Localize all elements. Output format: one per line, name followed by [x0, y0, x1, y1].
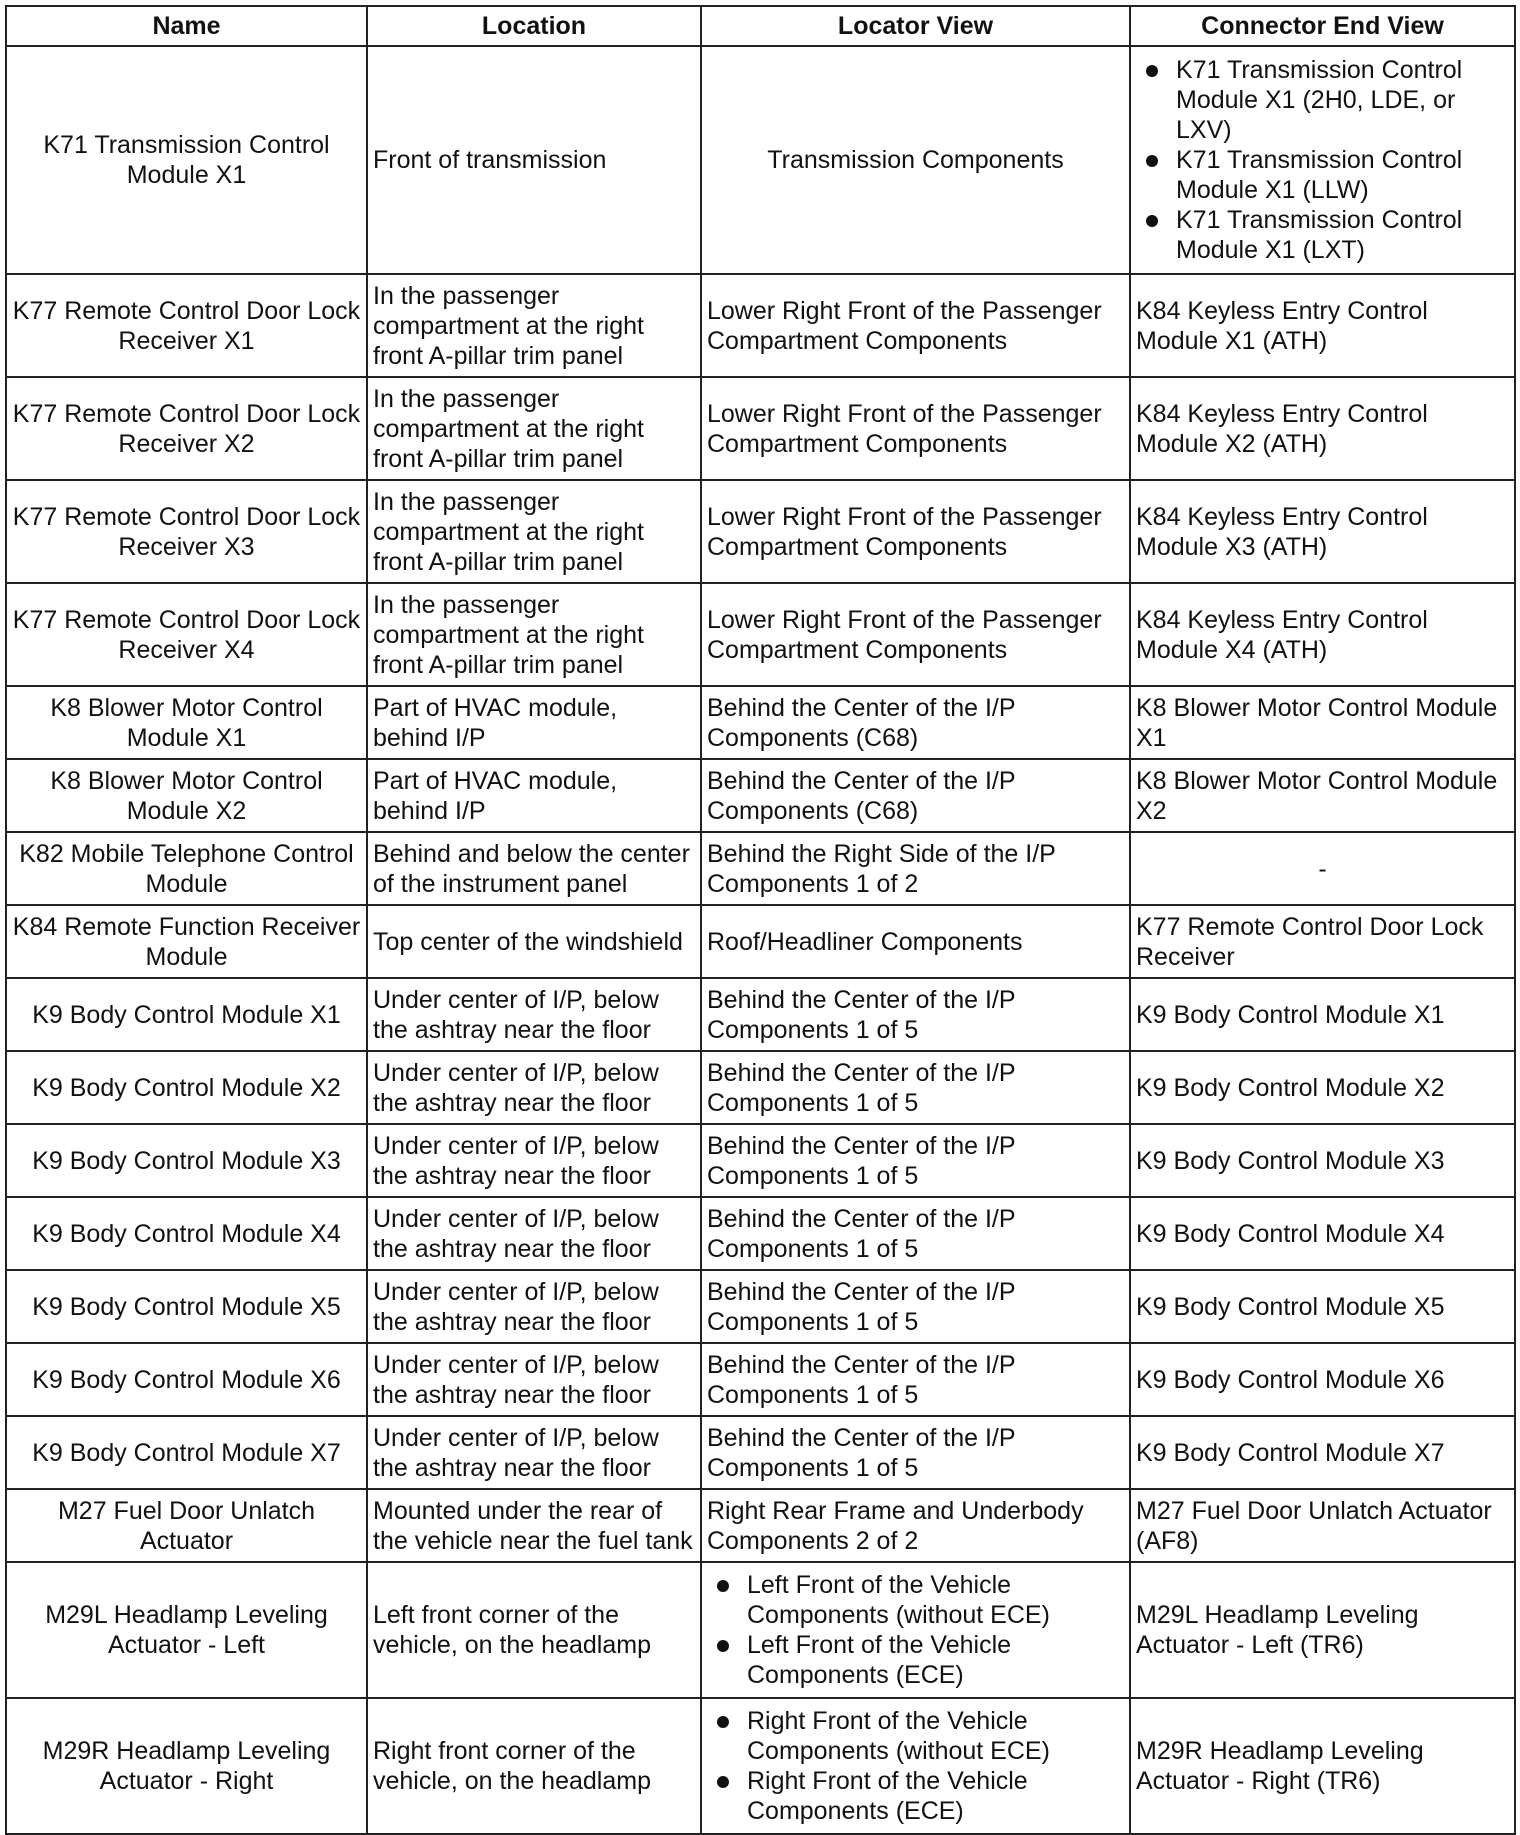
- cell-locator-view[interactable]: Behind the Center of the I/P Components (C68): [701, 759, 1130, 832]
- table-row: [6, 1197, 1515, 1270]
- cell-name: K77 Remote Control Door Lock Receiver X4: [6, 583, 367, 686]
- cell-name: K77 Remote Control Door Lock Receiver X2: [6, 377, 367, 480]
- cell-name: K82 Mobile Telephone Control Module: [6, 832, 367, 905]
- cell-locator-view[interactable]: Behind the Center of the I/P Components 1 of 5: [701, 1416, 1130, 1489]
- list-item[interactable]: Left Front of the Vehicle Components (ECE): [747, 1630, 1124, 1690]
- cell-name: M27 Fuel Door Unlatch Actuator: [6, 1489, 367, 1562]
- locator-list: [707, 1570, 1124, 1690]
- cell-location: In the passenger compartment at the right front A-pillar trim panel: [367, 583, 701, 686]
- table-row: [6, 46, 1515, 274]
- cell-name: K8 Blower Motor Control Module X2: [6, 759, 367, 832]
- cell-locator-view[interactable]: Right Rear Frame and Underbody Components 2 of 2: [701, 1489, 1130, 1562]
- cell-location: Right front corner of the vehicle, on the headlamp: [367, 1698, 701, 1834]
- table-row: [6, 1698, 1515, 1834]
- cell-location: Under center of I/P, below the ashtray near the floor: [367, 1124, 701, 1197]
- cell-name: M29R Headlamp Leveling Actuator - Right: [6, 1698, 367, 1834]
- table-row: [6, 1416, 1515, 1489]
- header-location: Location: [367, 6, 701, 46]
- locator-list: [707, 1706, 1124, 1826]
- cell-connector-end-view[interactable]: K9 Body Control Module X7: [1130, 1416, 1515, 1489]
- list-item[interactable]: Left Front of the Vehicle Components (without ECE): [747, 1570, 1124, 1630]
- cell-name: K8 Blower Motor Control Module X1: [6, 686, 367, 759]
- cell-locator-view: [701, 1698, 1130, 1834]
- cell-connector-end-view[interactable]: K9 Body Control Module X3: [1130, 1124, 1515, 1197]
- header-row: [6, 6, 1515, 46]
- cell-connector-end-view[interactable]: K9 Body Control Module X6: [1130, 1343, 1515, 1416]
- list-item[interactable]: Right Front of the Vehicle Components (without ECE): [747, 1706, 1124, 1766]
- cell-name: K77 Remote Control Door Lock Receiver X3: [6, 480, 367, 583]
- cell-location: Left front corner of the vehicle, on the headlamp: [367, 1562, 701, 1698]
- cell-name: K9 Body Control Module X4: [6, 1197, 367, 1270]
- header-name: Name: [6, 6, 367, 46]
- cell-name: K9 Body Control Module X2: [6, 1051, 367, 1124]
- cell-locator-view[interactable]: Behind the Center of the I/P Components 1 of 5: [701, 1124, 1130, 1197]
- cell-location: Under center of I/P, below the ashtray near the floor: [367, 1270, 701, 1343]
- cell-connector-end-view: [1130, 46, 1515, 274]
- cell-connector-end-view[interactable]: K84 Keyless Entry Control Module X2 (ATH): [1130, 377, 1515, 480]
- cell-location: Part of HVAC module, behind I/P: [367, 759, 701, 832]
- cell-location: In the passenger compartment at the right front A-pillar trim panel: [367, 480, 701, 583]
- cell-locator-view[interactable]: Roof/Headliner Components: [701, 905, 1130, 978]
- table-row: [6, 832, 1515, 905]
- table-row: [6, 1489, 1515, 1562]
- table-row: [6, 1270, 1515, 1343]
- cell-connector-end-view[interactable]: K77 Remote Control Door Lock Receiver: [1130, 905, 1515, 978]
- table-row: [6, 583, 1515, 686]
- cell-connector-end-view: -: [1130, 832, 1515, 905]
- cell-connector-end-view[interactable]: K9 Body Control Module X2: [1130, 1051, 1515, 1124]
- cell-locator-view[interactable]: Behind the Center of the I/P Components 1 of 5: [701, 1051, 1130, 1124]
- cell-locator-view[interactable]: Lower Right Front of the Passenger Compartment Components: [701, 480, 1130, 583]
- cell-connector-end-view[interactable]: K8 Blower Motor Control Module X1: [1130, 686, 1515, 759]
- cell-connector-end-view[interactable]: K9 Body Control Module X4: [1130, 1197, 1515, 1270]
- cell-location: Under center of I/P, below the ashtray near the floor: [367, 1051, 701, 1124]
- cell-locator-view[interactable]: Behind the Right Side of the I/P Components 1 of 2: [701, 832, 1130, 905]
- table-row: [6, 759, 1515, 832]
- table-row: [6, 978, 1515, 1051]
- cell-location: In the passenger compartment at the right front A-pillar trim panel: [367, 377, 701, 480]
- cell-location: Under center of I/P, below the ashtray near the floor: [367, 978, 701, 1051]
- cell-name: K9 Body Control Module X7: [6, 1416, 367, 1489]
- cell-location: Under center of I/P, below the ashtray near the floor: [367, 1197, 701, 1270]
- cell-name: K77 Remote Control Door Lock Receiver X1: [6, 274, 367, 377]
- list-item[interactable]: K71 Transmission Control Module X1 (LLW): [1176, 145, 1509, 205]
- header-locator-view: Locator View: [701, 6, 1130, 46]
- cell-location: In the passenger compartment at the right front A-pillar trim panel: [367, 274, 701, 377]
- header-connector-end-view: Connector End View: [1130, 6, 1515, 46]
- cell-name: K9 Body Control Module X6: [6, 1343, 367, 1416]
- table-row: [6, 1051, 1515, 1124]
- list-item[interactable]: K71 Transmission Control Module X1 (2H0, LDE, or LXV): [1176, 55, 1509, 145]
- table-row: [6, 905, 1515, 978]
- list-item[interactable]: Right Front of the Vehicle Components (ECE): [747, 1766, 1124, 1826]
- cell-name: K71 Transmission Control Module X1: [6, 46, 367, 274]
- cell-locator-view[interactable]: Behind the Center of the I/P Components 1 of 5: [701, 1343, 1130, 1416]
- cell-connector-end-view[interactable]: K9 Body Control Module X1: [1130, 978, 1515, 1051]
- cell-locator-view[interactable]: Lower Right Front of the Passenger Compartment Components: [701, 583, 1130, 686]
- cell-name: K84 Remote Function Receiver Module: [6, 905, 367, 978]
- cell-connector-end-view[interactable]: K84 Keyless Entry Control Module X3 (ATH): [1130, 480, 1515, 583]
- cell-location: Top center of the windshield: [367, 905, 701, 978]
- cell-location: Front of transmission: [367, 46, 701, 274]
- cell-locator-view[interactable]: Lower Right Front of the Passenger Compartment Components: [701, 274, 1130, 377]
- cell-locator-view[interactable]: Behind the Center of the I/P Components (C68): [701, 686, 1130, 759]
- cell-locator-view[interactable]: Behind the Center of the I/P Components 1 of 5: [701, 1270, 1130, 1343]
- cell-location: Mounted under the rear of the vehicle near the fuel tank: [367, 1489, 701, 1562]
- cell-locator-view[interactable]: Transmission Components: [701, 46, 1130, 274]
- connector-table: [5, 5, 1516, 1835]
- cell-location: Part of HVAC module, behind I/P: [367, 686, 701, 759]
- table-row: [6, 377, 1515, 480]
- table-row: [6, 1124, 1515, 1197]
- cell-connector-end-view[interactable]: K9 Body Control Module X5: [1130, 1270, 1515, 1343]
- cell-name: K9 Body Control Module X1: [6, 978, 367, 1051]
- cell-location: Behind and below the center of the instrument panel: [367, 832, 701, 905]
- cell-locator-view[interactable]: Lower Right Front of the Passenger Compartment Components: [701, 377, 1130, 480]
- list-item[interactable]: K71 Transmission Control Module X1 (LXT): [1176, 205, 1509, 265]
- table-row: [6, 686, 1515, 759]
- table-row: [6, 1343, 1515, 1416]
- cell-name: K9 Body Control Module X5: [6, 1270, 367, 1343]
- cell-locator-view[interactable]: Behind the Center of the I/P Components 1 of 5: [701, 1197, 1130, 1270]
- cell-name: M29L Headlamp Leveling Actuator - Left: [6, 1562, 367, 1698]
- table-row: [6, 480, 1515, 583]
- cell-locator-view[interactable]: Behind the Center of the I/P Components 1 of 5: [701, 978, 1130, 1051]
- cell-connector-end-view[interactable]: K84 Keyless Entry Control Module X1 (ATH): [1130, 274, 1515, 377]
- table-row: [6, 1562, 1515, 1698]
- cell-connector-end-view[interactable]: M29R Headlamp Leveling Actuator - Right (TR6): [1130, 1698, 1515, 1834]
- cell-location: Under center of I/P, below the ashtray near the floor: [367, 1343, 701, 1416]
- cell-connector-end-view[interactable]: K84 Keyless Entry Control Module X4 (ATH): [1130, 583, 1515, 686]
- cell-location: Under center of I/P, below the ashtray near the floor: [367, 1416, 701, 1489]
- connector-list: [1136, 55, 1509, 265]
- cell-connector-end-view[interactable]: K8 Blower Motor Control Module X2: [1130, 759, 1515, 832]
- cell-name: K9 Body Control Module X3: [6, 1124, 367, 1197]
- cell-locator-view: [701, 1562, 1130, 1698]
- table-row: [6, 274, 1515, 377]
- cell-connector-end-view[interactable]: M27 Fuel Door Unlatch Actuator (AF8): [1130, 1489, 1515, 1562]
- cell-connector-end-view[interactable]: M29L Headlamp Leveling Actuator - Left (TR6): [1130, 1562, 1515, 1698]
